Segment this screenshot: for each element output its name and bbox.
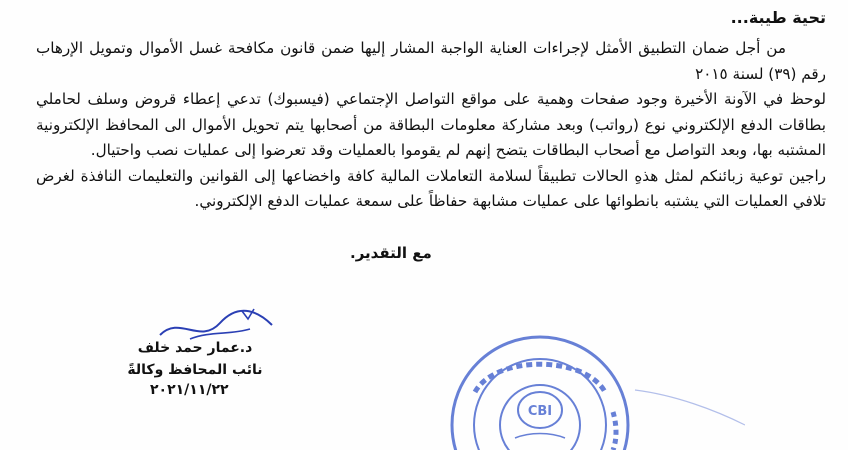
- official-seal-stamp: [445, 300, 745, 450]
- signature-date: ٢٠٢١/١١/٢٢: [150, 382, 229, 398]
- paragraph-request: راجين توعية زبائنكم لمثل هذهِ الحالات تطبيقاً لسلامة التعاملات المالية كافة واخضاعها إلى القوانين والتعليمات النافذة لغرض تلافي العمليات التي يشتبه بانطوائها على عمليات مشابهة حفاظاً على سمعة عمليات الدفع الإلكتروني.: [36, 166, 826, 210]
- signatory-name: د.عمار حمد خلف: [137, 340, 253, 356]
- paragraph-fraud-notice: لوحظ في الآونة الأخيرة وجود صفحات وهمية على مواقع التواصل الإجتماعي (فيسبوك) تدعي إعطاء قروض وسلف لحاملي بطاقات الدفع الإلكتروني نوع (رواتب) وبعد مشاركة معلومات البطاقة من أصحابها يتم تحويل الأموال الى المحافظ الإلكترونية المشتبه بها، وبعد التواصل مع أصحاب البطاقات يتضح إنهم لم يقوموا بالعمليات وقد تعرضوا إلى عمليات نصب واحتيال.: [36, 90, 826, 159]
- signature-block: [110, 337, 280, 381]
- seal-logo-text: CBI: [527, 404, 553, 419]
- letter-body: [36, 36, 826, 215]
- greeting: تحية طيبة...: [730, 8, 826, 27]
- paragraph-intro: من أجل ضمان التطبيق الأمثل لإجراءات العناية الواجبة المشار إليها ضمن قانون مكافحة غسل الأموال وتمويل الإرهاب رقم (٣٩) لسنة ٢٠١٥: [36, 39, 826, 83]
- closing-regards: مع التقدير.: [350, 244, 432, 262]
- signatory-title: نائب المحافظ وكالةً: [127, 362, 263, 378]
